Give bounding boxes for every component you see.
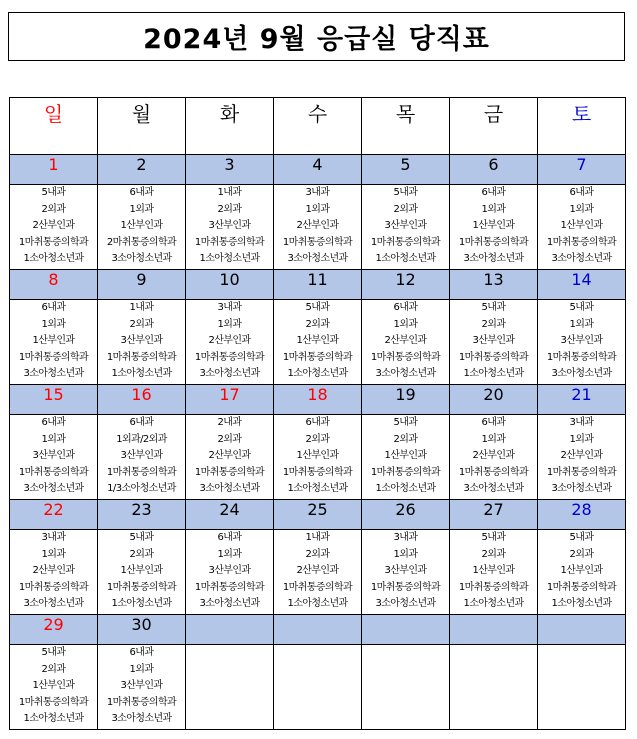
duty-line: 1마취통증의학과: [370, 351, 441, 363]
duty-line: 1/3소아청소년과: [107, 483, 176, 495]
duty-line: 1마취통증의학과: [18, 351, 89, 363]
date-cell: 13: [450, 270, 538, 300]
duty-cell: [98, 645, 186, 730]
duty-calendar: [9, 97, 626, 730]
date-cell: [538, 615, 626, 645]
duty-line: 1마취통증의학과: [282, 351, 353, 363]
duty-line: 3소아청소년과: [199, 483, 260, 495]
duty-line: 1산부인과: [32, 335, 75, 347]
duty-line: 3소아청소년과: [375, 598, 436, 610]
date-cell: 16: [98, 385, 186, 415]
duty-cell: [362, 645, 450, 730]
duty-line: 3산부인과: [472, 335, 515, 347]
duty-line: 1외과: [41, 318, 66, 330]
duty-line: 1마취통증의학과: [18, 466, 89, 478]
duty-line: 3산부인과: [120, 335, 163, 347]
duty-line: 1마취통증의학과: [458, 351, 529, 363]
duty-cell: [538, 415, 626, 500]
duty-line: 6내과: [129, 187, 154, 198]
duty-line: 5내과: [393, 187, 418, 198]
duty-line: 1소아청소년과: [23, 253, 84, 265]
duty-line: 5내과: [41, 647, 66, 658]
duty-line: 1외과: [129, 203, 154, 215]
duty-line: 1내과: [217, 187, 242, 198]
duty-line: 2산부인과: [472, 450, 515, 462]
duty-line: 1산부인과: [296, 335, 339, 347]
date-cell: 19: [362, 385, 450, 415]
duty-cell: [362, 415, 450, 500]
duty-cell: [538, 530, 626, 615]
duty-line: 3소아청소년과: [551, 368, 612, 380]
duty-line: 3산부인과: [208, 220, 251, 232]
duty-line: 2산부인과: [32, 220, 75, 232]
duty-row: [10, 530, 626, 615]
duty-line: 1마취통증의학과: [282, 581, 353, 593]
duty-line: 3내과: [217, 302, 242, 313]
duty-line: 3산부인과: [120, 680, 163, 692]
duty-line: 2외과: [217, 203, 242, 215]
duty-cell: [186, 300, 274, 385]
duty-line: 2산부인과: [384, 335, 427, 347]
weekday-mon: 월: [98, 98, 186, 155]
weekday-fri: 금: [450, 98, 538, 155]
duty-line: 1외과: [569, 433, 594, 445]
duty-line: 3소아청소년과: [23, 368, 84, 380]
date-cell: 28: [538, 500, 626, 530]
duty-line: 1산부인과: [560, 220, 603, 232]
duty-line: 2산부인과: [296, 565, 339, 577]
duty-line: 1마취통증의학과: [458, 236, 529, 248]
date-row: [10, 385, 626, 415]
duty-line: 1마취통증의학과: [546, 351, 617, 363]
duty-line: 5내과: [569, 532, 594, 543]
duty-line: 6내과: [217, 532, 242, 543]
duty-line: 1마취통증의학과: [18, 581, 89, 593]
duty-line: 2외과: [393, 433, 418, 445]
duty-line: 2외과: [305, 548, 330, 560]
duty-line: 3소아청소년과: [463, 483, 524, 495]
date-cell: 25: [274, 500, 362, 530]
duty-line: 5내과: [41, 187, 66, 198]
date-row: [10, 155, 626, 185]
duty-cell: [10, 530, 98, 615]
duty-cell: [538, 185, 626, 270]
duty-line: 1소아청소년과: [23, 713, 84, 725]
duty-line: 2외과: [129, 318, 154, 330]
duty-line: 1내과: [305, 532, 330, 543]
date-row: [10, 615, 626, 645]
duty-line: 1마취통증의학과: [458, 581, 529, 593]
date-cell: 4: [274, 155, 362, 185]
duty-cell: [274, 530, 362, 615]
duty-line: 3소아청소년과: [551, 253, 612, 265]
duty-line: 6내과: [481, 417, 506, 428]
duty-line: 3산부인과: [384, 565, 427, 577]
duty-line: 1소아청소년과: [375, 253, 436, 265]
weekday-sun: 일: [10, 98, 98, 155]
date-cell: 3: [186, 155, 274, 185]
date-cell: 21: [538, 385, 626, 415]
duty-cell: [538, 645, 626, 730]
duty-line: 2외과: [41, 663, 66, 675]
date-cell: 10: [186, 270, 274, 300]
duty-line: 5내과: [569, 302, 594, 313]
duty-line: 6내과: [129, 647, 154, 658]
duty-line: 3소아청소년과: [551, 483, 612, 495]
duty-line: 3내과: [569, 417, 594, 428]
duty-line: 1소아청소년과: [463, 598, 524, 610]
duty-line: 5내과: [481, 302, 506, 313]
duty-line: 1외과: [393, 318, 418, 330]
duty-line: 1마취통증의학과: [370, 581, 441, 593]
duty-cell: [10, 185, 98, 270]
duty-line: 5내과: [393, 417, 418, 428]
date-cell: 15: [10, 385, 98, 415]
duty-cell: [98, 300, 186, 385]
duty-line: 1마취통증의학과: [546, 236, 617, 248]
duty-line: 1마취통증의학과: [458, 466, 529, 478]
duty-line: 1마취통증의학과: [194, 351, 265, 363]
duty-row: [10, 185, 626, 270]
duty-row: [10, 300, 626, 385]
duty-cell: [186, 415, 274, 500]
duty-line: 1소아청소년과: [287, 368, 348, 380]
date-cell: 7: [538, 155, 626, 185]
date-cell: 6: [450, 155, 538, 185]
duty-line: 2산부인과: [296, 220, 339, 232]
duty-line: 1외과: [481, 433, 506, 445]
duty-cell: [186, 645, 274, 730]
duty-line: 1소아청소년과: [111, 368, 172, 380]
duty-line: 1마취통증의학과: [18, 236, 89, 248]
weekday-header-row: [10, 98, 626, 155]
duty-line: 3산부인과: [560, 335, 603, 347]
date-cell: [450, 615, 538, 645]
duty-line: 3내과: [305, 187, 330, 198]
duty-line: 1마취통증의학과: [370, 466, 441, 478]
duty-line: 2산부인과: [208, 450, 251, 462]
duty-line: 3소아청소년과: [111, 253, 172, 265]
date-row: [10, 270, 626, 300]
date-cell: 9: [98, 270, 186, 300]
duty-line: 2외과: [481, 318, 506, 330]
duty-line: 3소아청소년과: [23, 598, 84, 610]
duty-line: 1마취통증의학과: [106, 466, 177, 478]
duty-cell: [98, 415, 186, 500]
duty-line: 1외과: [305, 203, 330, 215]
duty-line: 3산부인과: [384, 220, 427, 232]
duty-line: 2마취통증의학과: [106, 236, 177, 248]
date-cell: 29: [10, 615, 98, 645]
duty-line: 2산부인과: [208, 335, 251, 347]
duty-cell: [274, 415, 362, 500]
weekday-thu: 목: [362, 98, 450, 155]
duty-cell: [450, 185, 538, 270]
duty-cell: [274, 645, 362, 730]
duty-cell: [362, 300, 450, 385]
duty-line: 2외과: [305, 433, 330, 445]
duty-cell: [98, 530, 186, 615]
duty-line: 3소아청소년과: [287, 253, 348, 265]
duty-cell: [274, 300, 362, 385]
duty-line: 1마취통증의학과: [546, 581, 617, 593]
duty-cell: [450, 300, 538, 385]
duty-line: 1마취통증의학과: [106, 351, 177, 363]
duty-line: 3소아청소년과: [111, 713, 172, 725]
date-cell: 1: [10, 155, 98, 185]
duty-line: 3소아청소년과: [375, 368, 436, 380]
date-cell: 27: [450, 500, 538, 530]
date-cell: 17: [186, 385, 274, 415]
duty-cell: [362, 530, 450, 615]
duty-line: 3소아청소년과: [463, 253, 524, 265]
duty-line: 2산부인과: [32, 565, 75, 577]
duty-line: 1외과/2외과: [116, 433, 167, 445]
duty-cell: [450, 645, 538, 730]
duty-line: 2외과: [129, 548, 154, 560]
duty-line: 3내과: [393, 532, 418, 543]
duty-cell: [10, 300, 98, 385]
duty-line: 3산부인과: [120, 450, 163, 462]
duty-line: 1마취통증의학과: [194, 236, 265, 248]
duty-line: 6내과: [305, 417, 330, 428]
date-row: [10, 500, 626, 530]
duty-line: 1마취통증의학과: [282, 466, 353, 478]
duty-line: 1산부인과: [120, 565, 163, 577]
date-cell: 26: [362, 500, 450, 530]
duty-line: 1외과: [569, 318, 594, 330]
date-cell: 11: [274, 270, 362, 300]
duty-line: 2외과: [41, 203, 66, 215]
date-cell: 20: [450, 385, 538, 415]
duty-line: 1외과: [41, 548, 66, 560]
duty-line: 1마취통증의학과: [546, 466, 617, 478]
duty-line: 2외과: [305, 318, 330, 330]
duty-line: 5내과: [305, 302, 330, 313]
duty-line: 3소아청소년과: [23, 483, 84, 495]
duty-row: [10, 645, 626, 730]
duty-line: 1외과: [41, 433, 66, 445]
date-cell: 2: [98, 155, 186, 185]
duty-cell: [362, 185, 450, 270]
duty-line: 1마취통증의학과: [194, 581, 265, 593]
duty-line: 6내과: [481, 187, 506, 198]
duty-cell: [274, 185, 362, 270]
date-cell: 12: [362, 270, 450, 300]
duty-line: 3내과: [41, 532, 66, 543]
duty-cell: [10, 415, 98, 500]
weekday-wed: 수: [274, 98, 362, 155]
duty-line: 1산부인과: [472, 220, 515, 232]
duty-line: 2내과: [217, 417, 242, 428]
duty-line: 1산부인과: [120, 220, 163, 232]
duty-line: 1마취통증의학과: [106, 581, 177, 593]
duty-line: 1마취통증의학과: [282, 236, 353, 248]
date-cell: 5: [362, 155, 450, 185]
date-cell: 30: [98, 615, 186, 645]
date-cell: 18: [274, 385, 362, 415]
duty-line: 2외과: [481, 548, 506, 560]
duty-line: 5내과: [481, 532, 506, 543]
date-cell: 23: [98, 500, 186, 530]
duty-cell: [538, 300, 626, 385]
duty-cell: [186, 185, 274, 270]
title-box: [8, 12, 625, 61]
duty-line: 1소아청소년과: [111, 598, 172, 610]
page-title: 2024년 9월 응급실 당직표: [143, 24, 490, 55]
duty-line: 1외과: [569, 203, 594, 215]
duty-line: 1마취통증의학과: [194, 466, 265, 478]
duty-line: 1소아청소년과: [199, 253, 260, 265]
duty-line: 1외과: [217, 318, 242, 330]
weekday-tue: 화: [186, 98, 274, 155]
date-cell: [186, 615, 274, 645]
duty-line: 1마취통증의학과: [18, 696, 89, 708]
duty-line: 3소아청소년과: [199, 598, 260, 610]
duty-cell: [450, 415, 538, 500]
duty-line: 1외과: [217, 548, 242, 560]
duty-line: 2외과: [569, 548, 594, 560]
duty-line: 6내과: [393, 302, 418, 313]
duty-line: 1산부인과: [384, 450, 427, 462]
duty-line: 3산부인과: [32, 450, 75, 462]
duty-line: 1소아청소년과: [463, 368, 524, 380]
date-cell: [274, 615, 362, 645]
duty-line: 5내과: [129, 532, 154, 543]
duty-cell: [186, 530, 274, 615]
duty-line: 6내과: [41, 417, 66, 428]
duty-line: 3소아청소년과: [199, 368, 260, 380]
duty-line: 1마취통증의학과: [370, 236, 441, 248]
duty-line: 1산부인과: [472, 565, 515, 577]
date-cell: [362, 615, 450, 645]
duty-line: 1외과: [129, 663, 154, 675]
date-cell: 8: [10, 270, 98, 300]
duty-line: 1외과: [393, 548, 418, 560]
duty-line: 6내과: [129, 417, 154, 428]
duty-line: 1소아청소년과: [551, 598, 612, 610]
duty-line: 1소아청소년과: [287, 598, 348, 610]
duty-line: 2외과: [393, 203, 418, 215]
duty-line: 1마취통증의학과: [106, 696, 177, 708]
date-cell: 22: [10, 500, 98, 530]
date-cell: 14: [538, 270, 626, 300]
duty-row: [10, 415, 626, 500]
duty-line: 6내과: [41, 302, 66, 313]
duty-cell: [10, 645, 98, 730]
duty-line: 3산부인과: [208, 565, 251, 577]
duty-line: 1소아청소년과: [375, 483, 436, 495]
weekday-sat: 토: [538, 98, 626, 155]
duty-line: 1산부인과: [32, 680, 75, 692]
duty-line: 1산부인과: [560, 565, 603, 577]
duty-line: 1소아청소년과: [287, 483, 348, 495]
date-cell: 24: [186, 500, 274, 530]
duty-line: 2외과: [217, 433, 242, 445]
duty-line: 1산부인과: [296, 450, 339, 462]
duty-line: 2산부인과: [560, 450, 603, 462]
duty-line: 1외과: [481, 203, 506, 215]
duty-line: 6내과: [569, 187, 594, 198]
duty-cell: [98, 185, 186, 270]
duty-cell: [450, 530, 538, 615]
duty-line: 1내과: [129, 302, 154, 313]
